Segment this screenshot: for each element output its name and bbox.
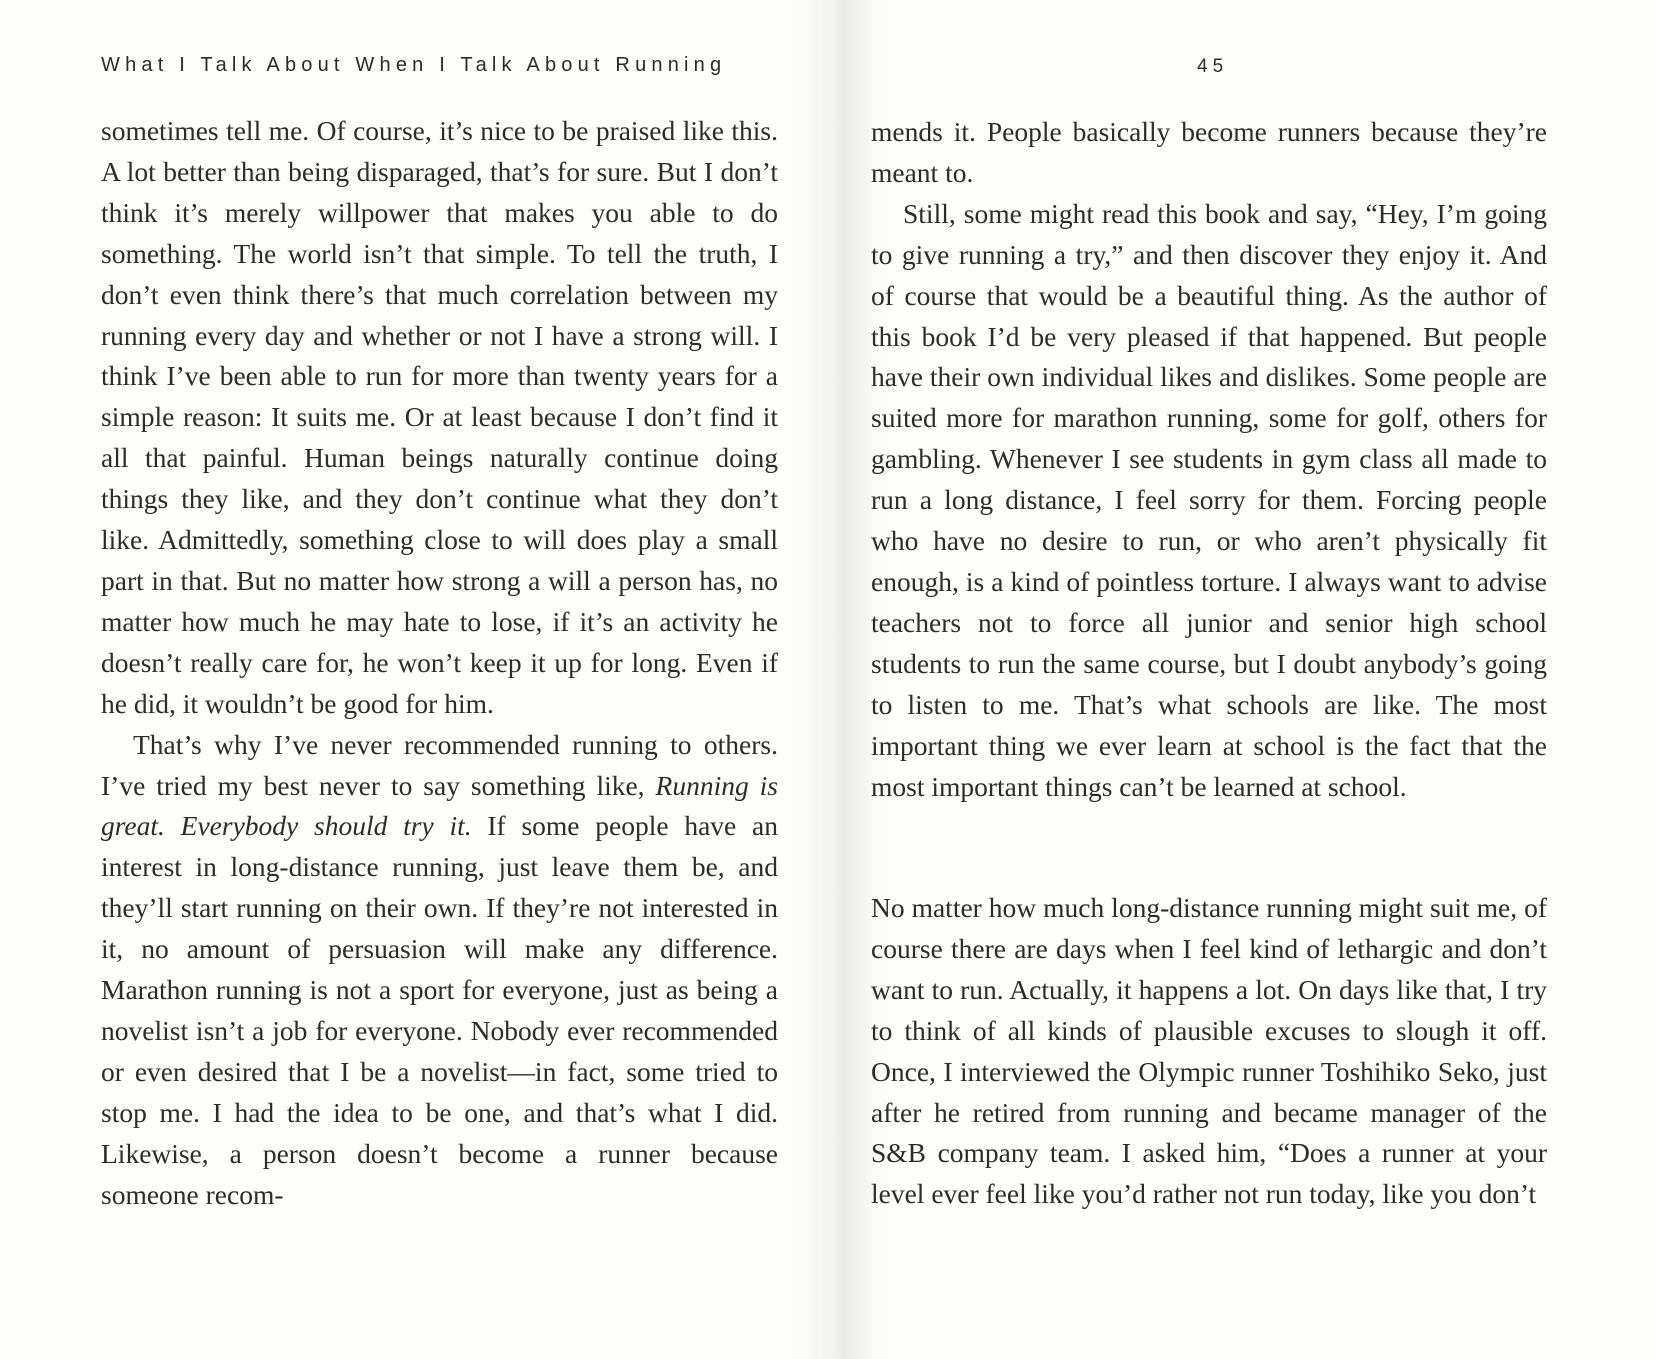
left-page-body <box>101 111 778 1215</box>
left-page <box>0 0 800 1359</box>
paragraph <box>101 725 778 1216</box>
paragraph-text: If some people have an interest in long-distance running, just leave them be, and they’ll start running on their own. If they’re not interested in it, no amount of persuasion will make any difference. Marathon running is not a sport for everyone, just as being a novelist isn’t a job for everyone. Nobody ever recommended or even desired that I be a novelist—in fact, some tried to stop me. I had the idea to be one, and that’s what I did. Likewise, a person doesn’t become a runner because someone recom- <box>101 810 778 1210</box>
right-page <box>860 0 1657 1359</box>
running-head: What I Talk About When I Talk About Running <box>101 54 727 76</box>
paragraph <box>101 111 778 725</box>
paragraph-text: Still, some might read this book and say, “Hey, I’m going to give running a try,” and then discover they enjoy it. And of course that would be a beautiful thing. As the author of this book I’d be very pleased if that happened. But people have their own individual likes and dislikes. Some people are suited more for marathon running, some for golf, others for gambling. Whenever I see students in gym class all made to run a long distance, I feel sorry for them. Forcing people who have no desire to run, or who aren’t physically fit enough, is a kind of pointless torture. I always want to advise teachers not to force all junior and senior high school students to run the same course, but I doubt anybody’s going to listen to me. That’s what schools are like. The most important thing we ever learn at school is the fact that the most important things can’t be learned at school. <box>871 197 1547 802</box>
italic-quote: Running is great. Everybody should try it. <box>101 769 779 842</box>
paragraph-text: No matter how much long-distance running might suit me, of course there are days when I feel kind of lethargic and don’t want to run. Actually, it happens a lot. On days like that, I try to think of all kinds of plausible excuses to slough it off. Once, I interviewed the Olympic runner Toshihiko Seko, just after he retired from running and became manager of the S&B company team. I asked him, “Does a runner at your level ever feel like you’d rather not run today, like you don’t <box>871 892 1547 1210</box>
paragraph <box>871 194 1547 808</box>
right-page-section <box>871 888 1547 1215</box>
paragraph <box>871 888 1547 1215</box>
right-page-body <box>871 112 1547 807</box>
paragraph-text: sometimes tell me. Of course, it’s nice to be praised like this. A lot better than being disparaged, that’s for sure. But I don’t think it’s merely willpower that makes you able to do something. The world isn’t that simple. To tell the truth, I don’t even think there’s that much correlation between my running every day and whether or not I have a strong will. I think I’ve been able to run for more than twenty years for a simple reason: It suits me. Or at least because I don’t find it all that painful. Human beings naturally continue doing things they like, and they don’t continue what they don’t like. Admittedly, something close to will does play a small part in that. But no matter how strong a will a person has, no matter how much he may hate to lose, if it’s an activity he doesn’t really care for, he won’t keep it up for long. Even if he did, it wouldn’t be good for him. <box>101 115 778 719</box>
paragraph <box>871 112 1547 194</box>
paragraph-text: mends it. People basically become runners because they’re meant to. <box>871 116 1547 188</box>
page-number: 45 <box>1197 56 1229 77</box>
paragraph-text: That’s why I’ve never recommended running to others. I’ve tried my best never to say something like, <box>101 728 778 801</box>
